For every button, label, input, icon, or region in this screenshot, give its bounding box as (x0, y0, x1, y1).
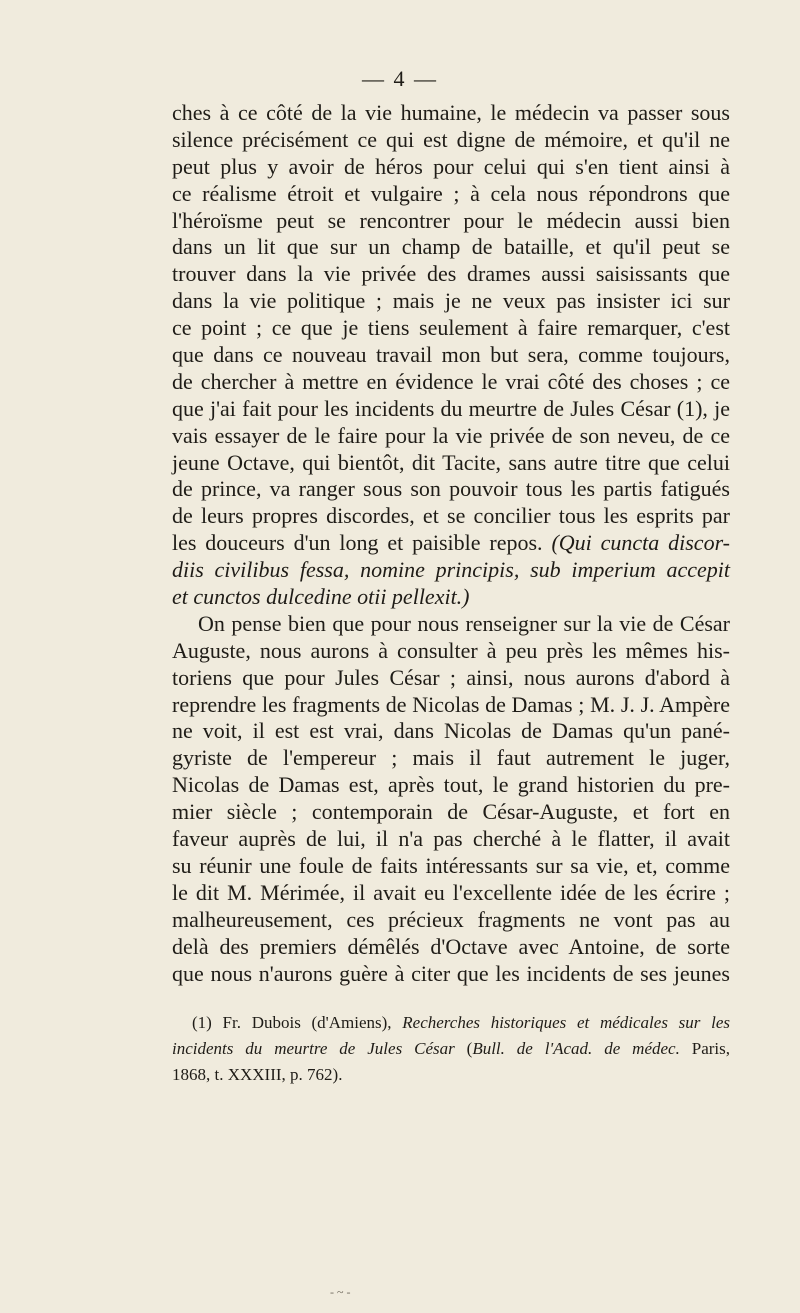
text-line: le dit M. Mérimée, il avait eu l'excellente idée de les écrire ; (172, 879, 730, 905)
footnote-title: Recherches historiques et médicales sur les (402, 1013, 730, 1032)
text-line: que j'ai fait pour les incidents du meurtre de Jules César (1), je (172, 395, 730, 421)
text-line: silence précisément ce qui est digne de mémoire, et qu'il ne (172, 126, 730, 152)
footnote-line (172, 1036, 730, 1062)
text-line: mier siècle ; contemporain de César-Auguste, et fort en (172, 799, 730, 825)
footnote-title: incidents du meurtre de Jules César (172, 1039, 455, 1058)
text-line: ce point ; ce que je tiens seulement à faire remarquer, c'est (172, 315, 730, 341)
footnote (172, 1010, 730, 1088)
text-line: Nicolas de Damas est, après tout, le grand historien du pre- (172, 772, 730, 798)
text-line: ne voit, il est est vrai, dans Nicolas de Damas qu'un pané- (172, 718, 730, 744)
paragraph-start: On pense bien que pour nous renseigner sur la vie de César (198, 610, 730, 636)
text-line: peut plus y avoir de héros pour celui qui s'en tient ainsi à (172, 153, 730, 179)
text-line: delà des premiers démêlés d'Octave avec Antoine, de sorte (172, 933, 730, 959)
text-line: de chercher à mettre en évidence le vrai côté des choses ; ce (172, 368, 730, 394)
text-line: faveur auprès de lui, il n'a pas cherché à le flatter, il avait (172, 826, 730, 852)
text-line: l'héroïsme peut se rencontrer pour le médecin aussi bien (172, 207, 730, 233)
text-line: Auguste, nous aurons à consulter à peu près les mêmes his- (172, 637, 730, 663)
text-segment: les douceurs d'un long et paisible repos. (172, 530, 543, 556)
body-text (172, 100, 730, 987)
text-line: de leurs propres discordes, et se concilier tous les esprits par (172, 503, 730, 529)
footnote-line: 1868, t. XXXIII, p. 762). (172, 1065, 343, 1084)
text-line: trouver dans la vie privée des drames aussi saisissants que (172, 261, 730, 287)
text-line: reprendre les fragments de Nicolas de Damas ; M. J. J. Ampère (172, 691, 730, 717)
footnote-journal: Bull. de l'Acad. de médec. (472, 1039, 680, 1058)
text-line: ches à ce côté de la vie humaine, le médecin va passer sous (172, 100, 730, 125)
text-line: malheureusement, ces précieux fragments ne vont pas au (172, 906, 730, 932)
stray-ink-mark: - ~ - (330, 1285, 351, 1299)
footnote-place: Paris, (691, 1039, 731, 1058)
page-number: — 4 — (362, 66, 438, 91)
text-line: que nous n'aurons guère à citer que les incidents de ses jeunes (172, 960, 730, 986)
text-line: de prince, va ranger sous son pouvoir tous les partis fatigués (172, 476, 730, 502)
footnote-author: (1) Fr. Dubois (d'Amiens), (192, 1013, 392, 1032)
text-line: jeune Octave, qui bientôt, dit Tacite, sans autre titre que celui (172, 449, 730, 475)
latin-quote-line: et cunctos dulcedine otii pellexit.) (172, 584, 470, 610)
text-line: gyriste de l'empereur ; mais il faut autrement le juger, (172, 745, 730, 771)
text-line: vais essayer de le faire pour la vie privée de son neveu, de ce (172, 422, 730, 448)
text-line: dans un lit que sur un champ de bataille, et qu'il peut se (172, 234, 730, 260)
text-line: ce réalisme étroit et vulgaire ; à cela nous répondrons que (172, 180, 730, 206)
text-line-with-quote (172, 530, 730, 557)
text-line: su réunir une foule de faits intéressants sur sa vie, et, comme (172, 852, 730, 878)
footnote-paren: ( (466, 1039, 473, 1058)
text-line: que dans ce nouveau travail mon but sera, comme toujours, (172, 342, 730, 368)
footnote-line (172, 1010, 730, 1036)
text-line: toriens que pour Jules César ; ainsi, nous aurons d'abord à (172, 664, 730, 690)
latin-quote-line: diis civilibus fessa, nomine principis, sub imperium accepit (172, 557, 730, 583)
latin-quote-start: (Qui cuncta discor- (551, 530, 731, 556)
text-line: dans la vie politique ; mais je ne veux pas insister ici sur (172, 288, 730, 314)
